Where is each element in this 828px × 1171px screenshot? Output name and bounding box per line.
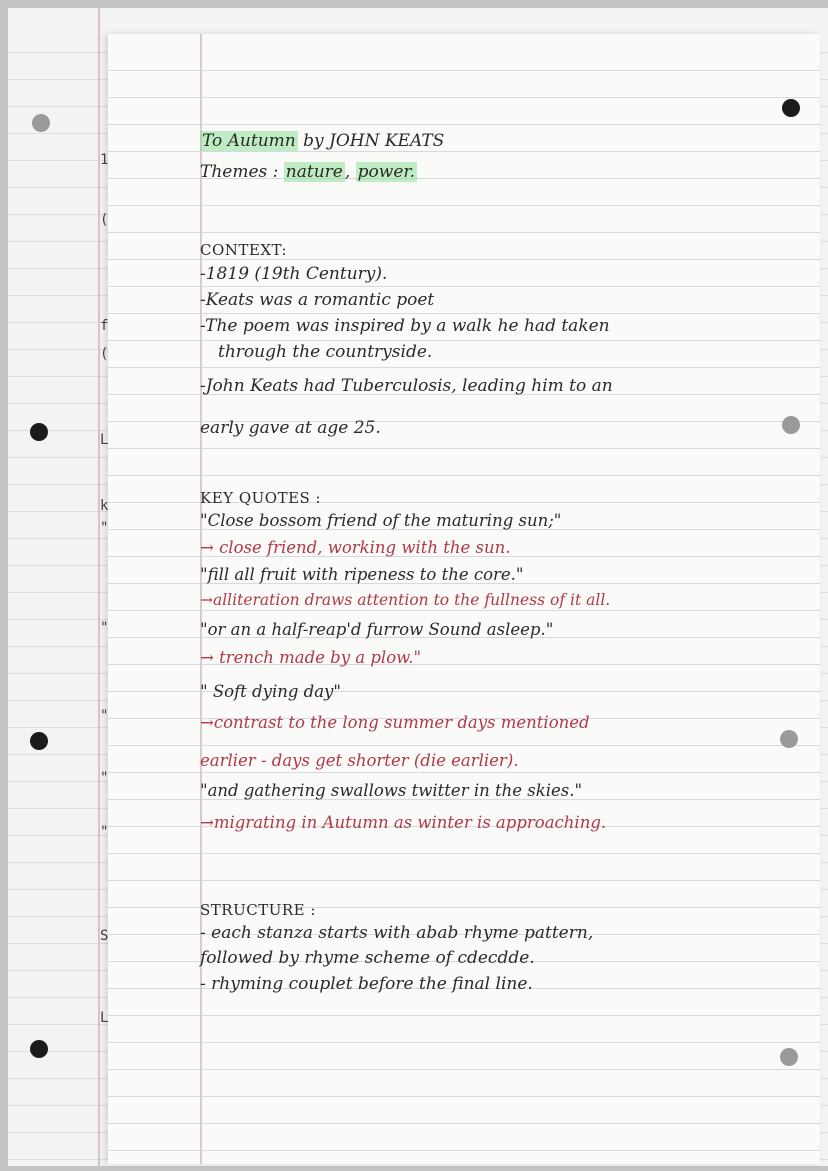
quote-line: "Close bossom friend of the maturing sun;" [200,511,562,530]
back-sheet-mark: ( [100,346,109,362]
punch-hole [780,1048,798,1066]
back-sheet-mark: " [100,708,109,724]
key-quotes-heading: KEY QUOTES : [200,489,322,507]
quote-note: →contrast to the long summer days mentioned [200,713,590,732]
back-sheet-mark: 1 [100,152,109,168]
context-heading: CONTEXT: [200,241,288,259]
back-sheet-mark: ( [100,212,109,228]
punch-hole [30,732,48,750]
theme-nature: nature [285,162,343,182]
poem-title: To Autumn [202,131,296,151]
quote-note: → trench made by a plow." [200,648,422,667]
structure-line: - rhyming couplet before the final line. [200,974,533,994]
context-line: early gave at age 25. [200,418,381,438]
back-sheet-mark: L [100,432,109,448]
punch-hole [782,99,800,117]
title-line [200,133,810,150]
quote-note: earlier - days get shorter (die earlier). [200,751,519,770]
quote-line: "or an a half-reap'd furrow Sound asleep." [200,620,554,639]
context-line: -Keats was a romantic poet [200,290,435,310]
quote-line: "and gathering swallows twitter in the skies." [200,781,583,800]
punch-hole [30,423,48,441]
back-sheet-mark: f [100,318,109,334]
context-line: -The poem was inspired by a walk he had taken [200,316,610,336]
context-line: through the countryside. [218,342,433,362]
quote-note: → close friend, working with the sun. [200,538,511,557]
back-sheet-mark: " [100,620,109,636]
back-sheet-mark: " [100,824,109,840]
back-sheet-mark: k [100,498,109,514]
themes-label: Themes : [200,162,279,182]
punch-hole [32,114,50,132]
quote-note: →alliteration draws attention to the fullness of it all. [200,591,611,609]
back-sheet-mark: L [100,1010,109,1026]
back-sheet-mark: " [100,770,109,786]
punch-hole [30,1040,48,1058]
structure-line: - each stanza starts with abab rhyme pattern, [200,923,594,943]
quote-line: "fill all fruit with ripeness to the core." [200,565,524,584]
poem-author: by JOHN KEATS [303,131,445,151]
theme-power: power. [357,162,416,182]
structure-heading: STRUCTURE : [200,901,316,919]
punch-hole [780,730,798,748]
quote-line: " Soft dying day" [200,682,341,701]
context-line: -1819 (19th Century). [200,264,388,284]
back-sheet-margin-line [98,8,100,1166]
themes-line [200,164,810,181]
quote-note: →migrating in Autumn as winter is approaching. [200,813,607,832]
back-sheet-mark: " [100,520,109,536]
context-line: -John Keats had Tuberculosis, leading him to an [200,376,613,396]
structure-line: followed by rhyme scheme of cdecdde. [200,948,535,968]
back-sheet-mark: S [100,928,109,944]
theme-separator: , [344,162,356,182]
